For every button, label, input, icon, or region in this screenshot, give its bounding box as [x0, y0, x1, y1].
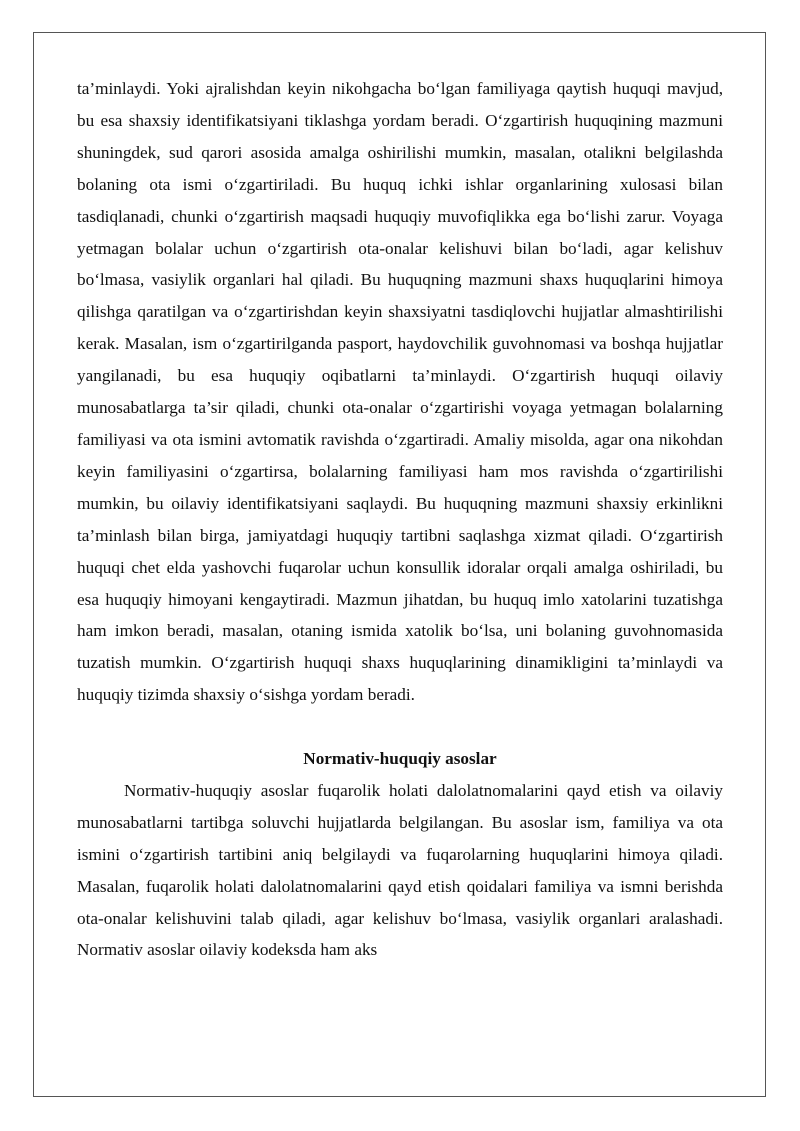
body-paragraph: ta’minlaydi. Yoki ajralishdan keyin nikohgacha bo‘lgan familiyaga qaytish huquqi mavjud, bu esa shaxsiy identifikatsiyani tiklashga yordam beradi. O‘zgartirish huquqining mazmuni shuningdek, sud qarori asosida amalga oshirilishi mumkin, masalan, otalikni belgilashda bolaning ota ismi o‘zgartiriladi. Bu huquq ichki ishlar organlarining xulosasi bilan tasdiqlanadi, chunki o‘zgartirish maqsadi huquqiy muvofiqlikka ega bo‘lishi zarur. Voyaga yetmagan bolalar uchun o‘zgartirish ota-onalar kelishuvi bilan bo‘ladi, agar kelishuv bo‘lmasa, vasiylik organlari hal qiladi. Bu huquqning mazmuni shaxs huquqlarini himoya qilishga qaratilgan va o‘zgartirishdan keyin shaxsiyatni tasdiqlovchi hujjatlar almashtirilishi kerak. Masalan, ism o‘zgartirilganda pasport, haydovchilik guvohnomasi va boshqa hujjatlar yangilanadi, bu esa huquqiy oqibatlarni ta’minlaydi. O‘zgartirish huquqi oilaviy munosabatlarga ta’sir qiladi, chunki ota-onalar o‘zgartirishi voyaga yetmagan bolalarning familiyasi va ota ismini avtomatik ravishda o‘zgartiradi. Amaliy misolda, agar ona nikohdan keyin familiyasini o‘zgartirsa, bolalarning familiyasi ham mos ravishda o‘zgartirilishi mumkin, bu oilaviy identifikatsiyani saqlaydi. Bu huquqning mazmuni shaxsiy erkinlikni ta’minlash bilan birga, jamiyatdagi huquqiy tartibni saqlashga xizmat qiladi. O‘zgartirish huquqi chet elda yashovchi fuqarolar uchun konsullik idoralar orqali amalga oshiriladi, bu esa huquqiy himoyani kengaytiradi. Mazmun jihatdan, bu huquq imlo xatolarini tuzatishga ham imkon beradi, masalan, otaning ismida xatolik bo‘lsa, uni bolaning guvohnomasida tuzatish mumkin. O‘zgartirish huquqi shaxs huquqlarining dinamikligini ta’minlaydi va huquqiy tizimda shaxsiy o‘sishga yordam beradi. [77, 79, 723, 705]
body-paragraph: Normativ-huquqiy asoslar fuqarolik holati dalolatnomalarini qayd etish va oilaviy munosabatlarni tartibga soluvchi hujjatlarda belgilangan. Bu asoslar ism, familiya va ota ismini o‘zgartirish tartibini aniq belgilaydi va fuqarolarning huquqlarini himoya qiladi. Masalan, fuqarolik holati dalolatnomalarini qayd etish qoidalari familiya va ismni berishda ota-onalar kelishuvini talab qiladi, agar kelishuv bo‘lmasa, vasiylik organlari aralashadi. Normativ asoslar oilaviy kodeksda ham aks [77, 780, 723, 960]
section-heading: Normativ-huquqiy asoslar [303, 749, 497, 769]
document-body [77, 73, 723, 966]
